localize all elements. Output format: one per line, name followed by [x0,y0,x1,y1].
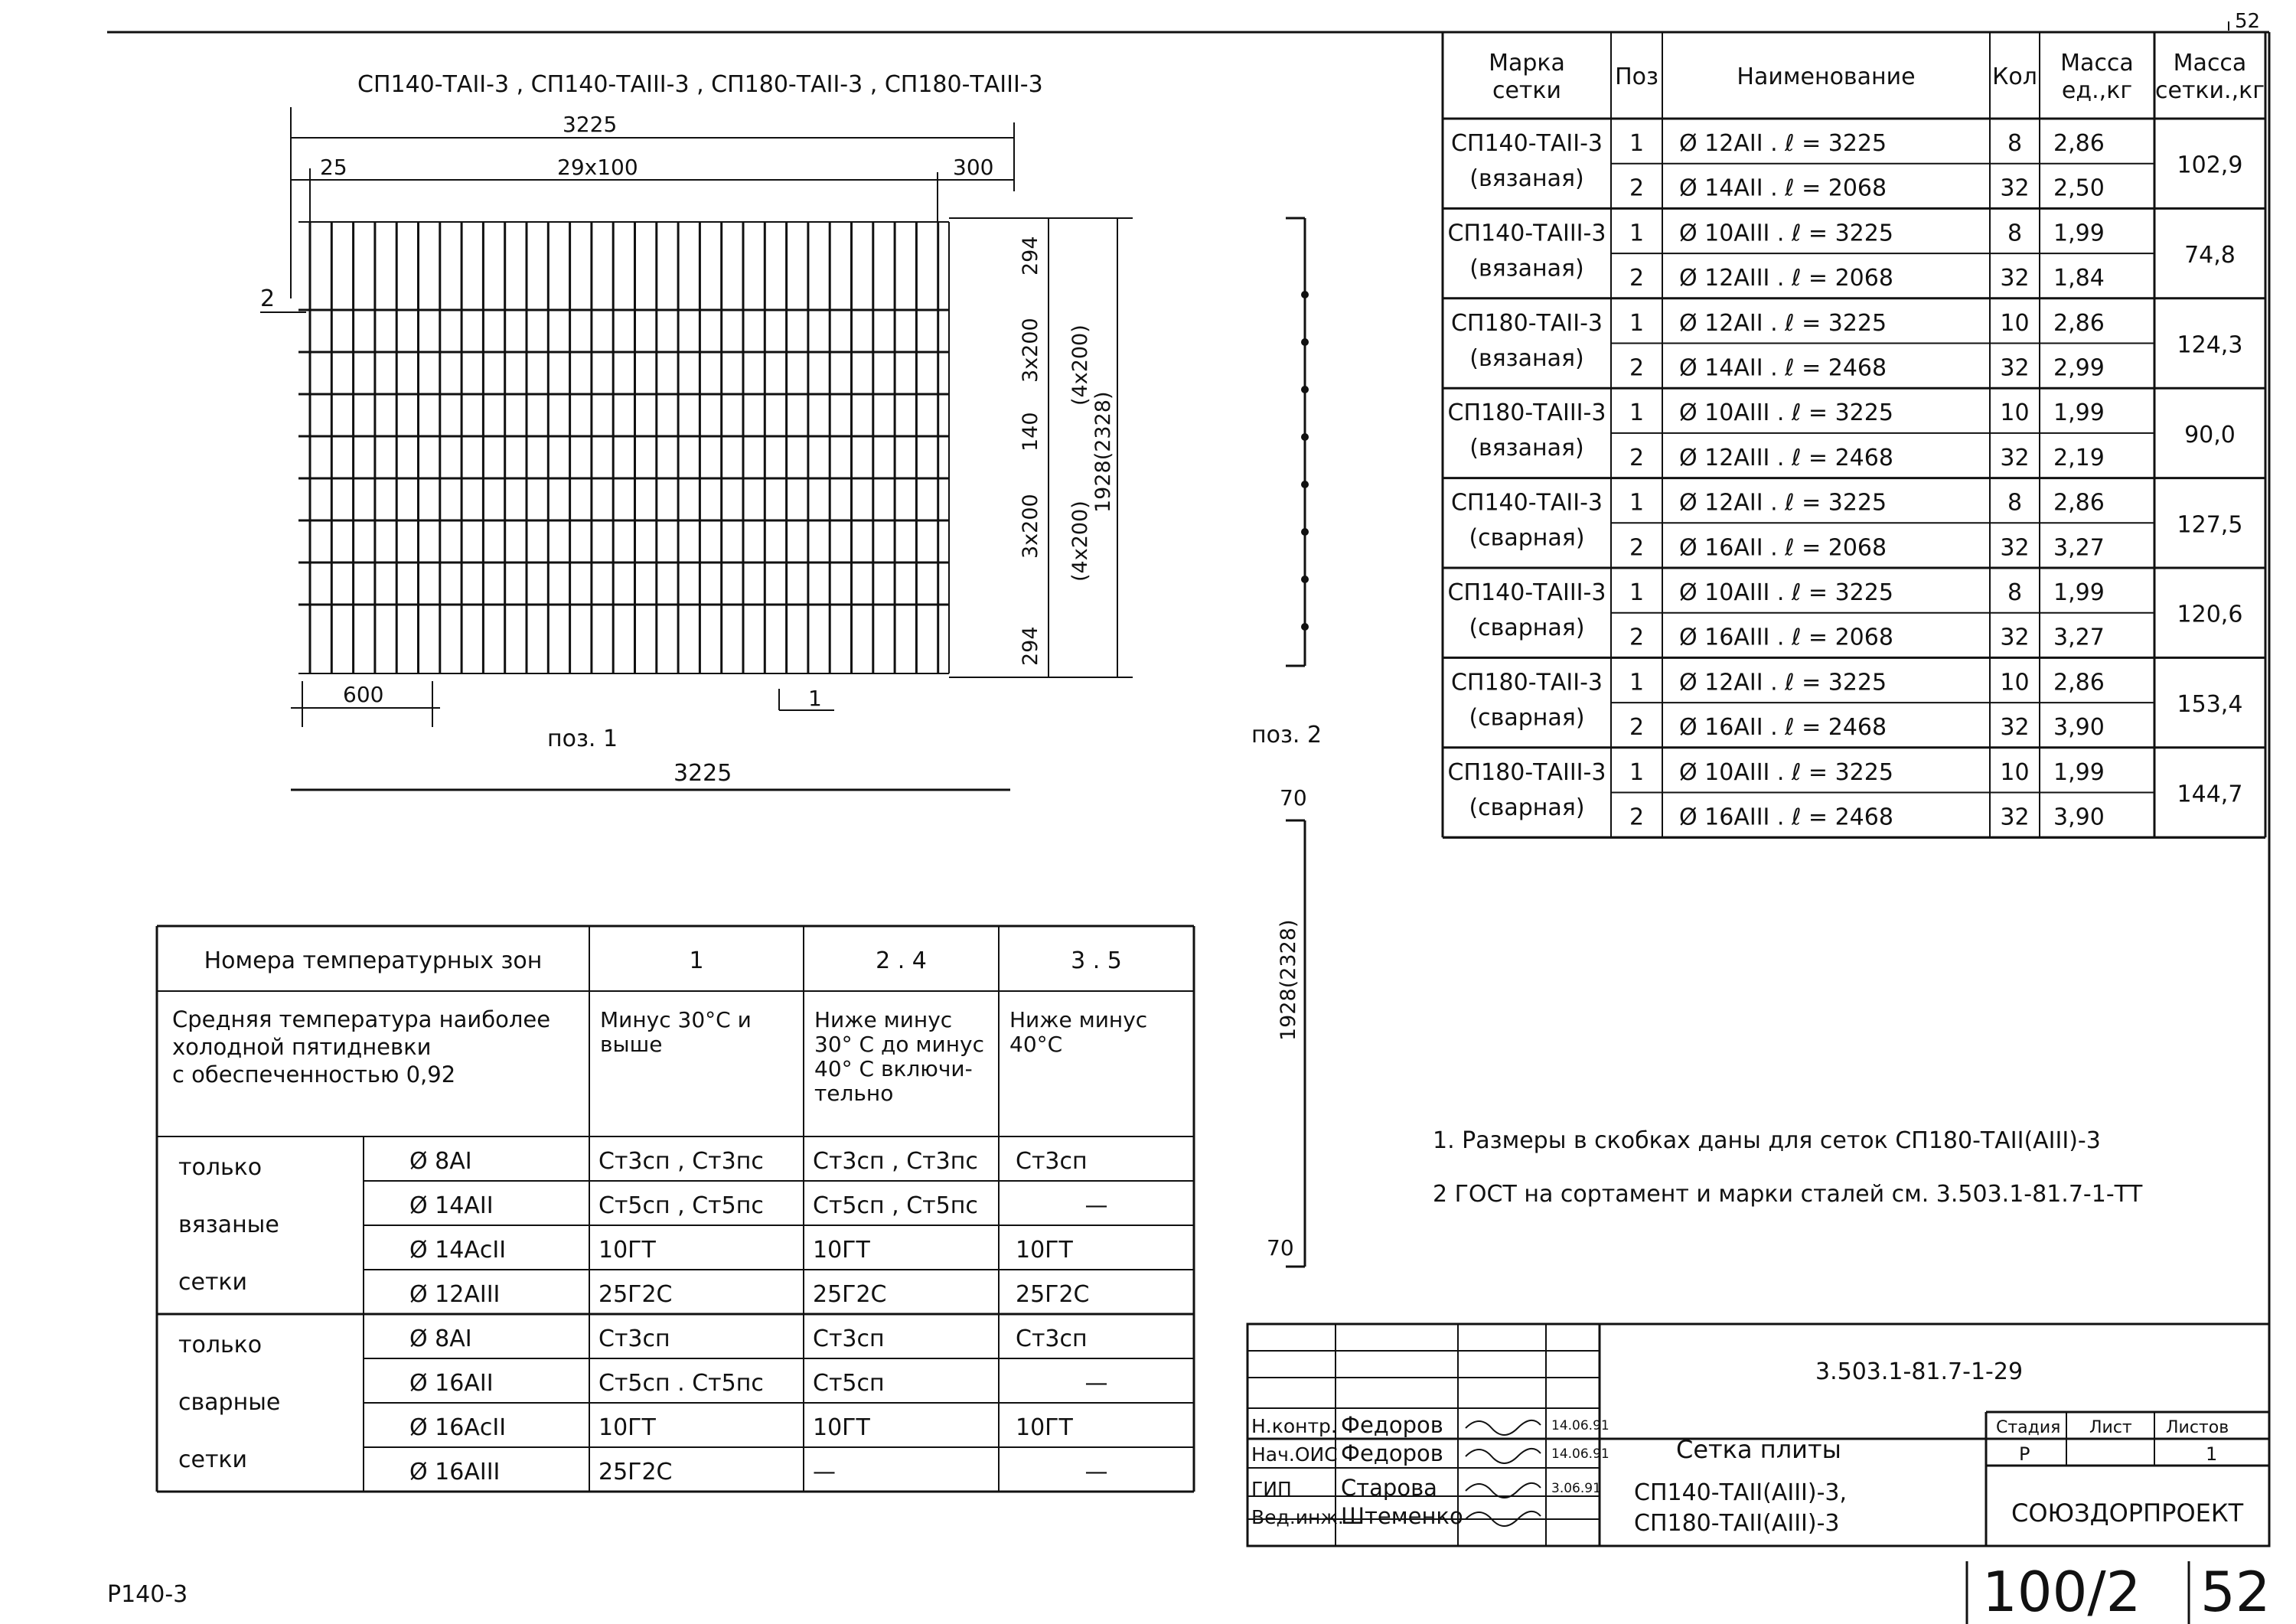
temp-z3: — [1084,1370,1108,1397]
spec-name: Ø 16АIII . ℓ = 2468 [1679,804,1893,831]
spec-pos: 2 [1629,265,1645,292]
doc-code: 3.503.1-81.7-1-29 [1815,1358,2024,1385]
spec-name: Ø 14АII . ℓ = 2468 [1679,354,1887,382]
spec-type: (вязаная) [1469,165,1584,192]
temp-bar: Ø 12АIII [409,1281,501,1308]
temp-z3: 10ГТ [1016,1414,1073,1441]
person-name: Штеменко [1341,1503,1463,1529]
spec-name: Ø 12АII . ℓ = 3225 [1679,130,1887,157]
temp-group-label: только [178,1154,263,1181]
spec-header: Марка [1489,50,1565,77]
temp-z2: Ст5сп , Ст5пс [813,1192,978,1219]
spec-pos: 1 [1629,669,1645,696]
bar-dot [1301,481,1309,488]
person-date: 14.06.91 [1551,1418,1609,1433]
spec-name: Ø 10АIII . ℓ = 3225 [1679,399,1893,427]
spec-pos: 1 [1629,399,1645,427]
v-dim-4x200-bottom: (4x200) [1068,501,1092,582]
spec-qty: 32 [2000,714,2030,742]
bar-dot [1301,576,1309,583]
bar-dot [1301,291,1309,298]
spec-pos: 1 [1629,489,1645,517]
marker-1: 1 [808,686,822,711]
temp-bar: Ø 8АI [409,1326,472,1352]
spec-mass: 2,99 [2053,354,2105,382]
spec-mass: 2,19 [2053,444,2105,471]
title-line-1: Сетка плиты [1676,1435,1841,1464]
temp-zone: 2 . 4 [876,947,927,974]
spec-mass: 3,90 [2053,714,2105,742]
spec-mass: 2,86 [2053,309,2105,337]
temp-z2: Ст3сп , Ст3пс [813,1148,978,1175]
spec-name: Ø 10АIII . ℓ = 3225 [1679,758,1893,786]
note-2: 2 ГОСТ на сортамент и марки сталей см. 3.503.1-81.7-1-ТТ [1433,1181,2143,1208]
spec-name: Ø 12АII . ℓ = 3225 [1679,669,1887,696]
temp-zone: 1 [689,947,704,974]
spec-pos: 1 [1629,579,1645,606]
note-1: 1. Размеры в скобках даны для сеток СП180-ТАII(АIII)-3 [1433,1127,2101,1154]
spec-mark: СП180-ТАII-3 [1450,309,1603,337]
person-date: 14.06.91 [1551,1446,1609,1462]
temp-zone-desc: Ниже минус [1009,1007,1148,1032]
spec-qty: 32 [2000,804,2030,831]
spec-qty: 10 [2000,669,2030,696]
temp-z3: Ст3сп [1016,1148,1088,1175]
temp-group-label: сварные [178,1389,281,1416]
spec-name: Ø 10АIII . ℓ = 3225 [1679,579,1893,606]
sheet-number-top: 52 [2235,10,2261,33]
spec-qty: 10 [2000,758,2030,786]
dim-spacing: 29x100 [557,155,638,180]
spec-qty: 32 [2000,624,2030,651]
temp-z3: Ст3сп [1016,1326,1088,1352]
temp-zone: 3 . 5 [1071,947,1122,974]
poz2-dim-mid: 1928(2328) [1277,919,1300,1041]
dim-600: 600 [343,682,384,707]
temp-z1: Ст5сп , Ст5пс [598,1192,764,1219]
spec-mass: 2,86 [2053,669,2105,696]
spec-mass: 3,27 [2053,624,2105,651]
spec-mark: СП140-ТАII-3 [1450,130,1603,157]
spec-pos: 2 [1629,534,1645,562]
spec-qty: 10 [2000,309,2030,337]
spec-pos: 1 [1629,758,1645,786]
temp-z2: Ст3сп [813,1326,885,1352]
spec-type: (вязаная) [1469,344,1584,372]
temp-zone-desc: тельно [814,1081,894,1106]
spec-name: Ø 10АIII . ℓ = 3225 [1679,220,1893,247]
spec-total: 120,6 [2177,601,2243,628]
spec-mark: СП140-ТАIII-3 [1447,579,1606,606]
bar-dot [1301,528,1309,536]
spec-header: Кол [1992,64,2037,90]
spec-mass: 2,86 [2053,130,2105,157]
temperature-table [157,926,1194,1492]
temp-bar: Ø 14АсII [409,1237,507,1264]
temp-z3: — [1084,1459,1108,1485]
temp-group-label: сетки [178,1446,248,1473]
temp-bar: Ø 16АсII [409,1414,507,1441]
spec-type: (вязаная) [1469,255,1584,282]
temp-z1: 25Г2С [598,1459,673,1485]
spec-mark: СП140-ТАIII-3 [1447,220,1606,247]
spec-mass: 3,90 [2053,804,2105,831]
person-name: Федоров [1341,1412,1443,1438]
spec-mark: СП140-ТАII-3 [1450,489,1603,517]
spec-pos: 2 [1629,624,1645,651]
v-dim-140: 140 [1019,412,1042,452]
spec-qty: 32 [2000,174,2030,202]
bar-dot [1301,433,1309,441]
temp-bar: Ø 14АII [409,1192,494,1219]
spec-pos: 2 [1629,444,1645,471]
temp-group-label: сетки [178,1269,248,1296]
temp-bar: Ø 16АII [409,1370,494,1397]
spec-qty: 8 [2007,579,2023,606]
spec-header: сетки [1492,77,1562,104]
temp-z2: — [813,1459,836,1485]
spec-qty: 8 [2007,220,2023,247]
temp-z3: — [1084,1192,1108,1219]
spec-mass: 1,84 [2053,265,2105,292]
title-line-2: СП140-ТАII(АIII)-3, [1634,1479,1848,1506]
spec-mark: СП180-ТАII-3 [1450,669,1603,696]
spec-type: (сварная) [1469,704,1585,732]
spec-pos: 2 [1629,354,1645,382]
spec-qty: 8 [2007,130,2023,157]
spec-header: Масса [2173,50,2247,77]
poz2-label: поз. 2 [1251,722,1322,748]
signature-mark [1466,1420,1541,1435]
spec-header: Поз [1615,64,1658,90]
spec-mass: 1,99 [2053,758,2105,786]
stage-value: Р [2019,1443,2030,1465]
spec-name: Ø 12АIII . ℓ = 2068 [1679,265,1893,292]
drawing-title: СП140-ТАII-3 , СП140-ТАIII-3 , СП180-ТАII-3 , СП180-ТАIII-3 [357,71,1043,98]
spec-qty: 32 [2000,265,2030,292]
spec-mass: 2,50 [2053,174,2105,202]
temp-desc: с обеспеченностью 0,92 [172,1061,456,1088]
person-role: ГИП [1251,1478,1292,1500]
spec-qty: 10 [2000,399,2030,427]
spec-total: 153,4 [2177,691,2243,719]
album-number: 100/2 [1982,1560,2141,1624]
stage-label: Стадия [1996,1418,2061,1437]
sheet-label: Лист [2089,1418,2132,1437]
spec-type: (сварная) [1469,524,1585,552]
temp-zone-desc: 40°С [1009,1032,1063,1057]
spec-name: Ø 14АII . ℓ = 2068 [1679,174,1887,202]
spec-mass: 1,99 [2053,399,2105,427]
dim-left: 25 [320,155,347,180]
mesh-drawing [260,71,1133,790]
person-role: Н.контр. [1251,1415,1337,1437]
person-name: Старова [1341,1475,1437,1501]
spec-header: Наименование [1737,64,1916,90]
poz2-dim-bottom: 70 [1267,1235,1294,1260]
spec-header: сетки.,кг [2155,77,2265,104]
spec-name: Ø 16АII . ℓ = 2468 [1679,714,1887,742]
spec-pos: 1 [1629,130,1645,157]
poz1-label: поз. 1 [547,726,618,752]
person-role: Вед.инж. [1251,1506,1344,1528]
v-dim-total: 1928(2328) [1091,391,1115,513]
spec-type: (сварная) [1469,615,1585,641]
temp-z1: Ст3сп , Ст3пс [598,1148,764,1175]
spec-qty: 8 [2007,489,2023,517]
v-dim-294-bottom: 294 [1019,626,1042,666]
temp-zone-desc: Минус 30°С и [600,1007,752,1032]
spec-pos: 1 [1629,220,1645,247]
spec-pos: 1 [1629,309,1645,337]
temp-desc: Средняя температура наиболее [172,1006,551,1032]
temp-desc: холодной пятидневки [172,1034,432,1060]
spec-total: 144,7 [2177,781,2243,808]
temp-z2: 10ГТ [813,1237,870,1264]
notes [1433,1127,2143,1208]
temp-zone-desc: Ниже минус [814,1007,953,1032]
spec-mark: СП180-ТАIII-3 [1447,758,1606,786]
spec-qty: 32 [2000,354,2030,382]
signature-mark [1466,1449,1541,1463]
temp-z3: 10ГТ [1016,1237,1073,1264]
spec-name: Ø 12АIII . ℓ = 2468 [1679,444,1893,471]
poz1-dim: 3225 [673,760,732,787]
spec-total: 90,0 [2184,421,2236,448]
sheets-value: 1 [2206,1443,2218,1465]
spec-mass: 2,86 [2053,489,2105,517]
dim-right: 300 [953,155,994,180]
temp-z1: Ст3сп [598,1326,670,1352]
spec-header: Масса [2060,50,2134,77]
v-dim-294-top: 294 [1019,236,1042,276]
bar-dot [1301,623,1309,631]
temp-z1: 25Г2С [598,1281,673,1308]
spec-name: Ø 12АII . ℓ = 3225 [1679,309,1887,337]
temp-z1: 10ГТ [598,1414,656,1441]
spec-name: Ø 16АIII . ℓ = 2068 [1679,624,1893,651]
spec-name: Ø 12АII . ℓ = 3225 [1679,489,1887,517]
spec-qty: 32 [2000,534,2030,562]
page-number: 52 [2200,1560,2271,1624]
temp-bar: Ø 8АI [409,1148,472,1175]
person-role: Нач.ОИС [1251,1443,1338,1466]
spec-pos: 2 [1629,804,1645,831]
temp-zone-desc: выше [600,1032,663,1057]
v-dim-3x200-top: 3x200 [1019,318,1042,383]
sheets-label: Листов [2166,1418,2229,1437]
person-date: 3.06.91 [1551,1481,1601,1496]
temp-z2: 10ГТ [813,1414,870,1441]
spec-mass: 1,99 [2053,220,2105,247]
temp-z2: Ст5сп [813,1370,885,1397]
spec-pos: 2 [1629,714,1645,742]
spec-mass: 1,99 [2053,579,2105,606]
dim-total: 3225 [563,112,618,137]
title-block [1247,1324,2269,1546]
person-name: Федоров [1341,1440,1443,1466]
v-dim-3x200-bottom: 3x200 [1019,494,1042,559]
signatures [1251,1412,1609,1529]
marker-2: 2 [260,285,276,312]
temp-group-label: вязаные [178,1211,279,1238]
temp-z1: Ст5сп . Ст5пс [598,1370,764,1397]
spec-total: 102,9 [2177,152,2243,179]
temp-z2: 25Г2С [813,1281,887,1308]
spec-name: Ø 16АII . ℓ = 2068 [1679,534,1887,562]
spec-pos: 2 [1629,174,1645,202]
spec-mass: 3,27 [2053,534,2105,562]
spec-total: 74,8 [2184,242,2236,269]
spec-mark: СП180-ТАIII-3 [1447,399,1606,427]
spec-total: 127,5 [2177,511,2243,539]
temp-group-label: только [178,1332,263,1358]
poz2-dim-top: 70 [1280,785,1307,810]
specification-table [1443,32,2265,837]
org-name: СОЮЗДОРПРОЕКТ [2011,1498,2244,1528]
temp-header-label: Номера температурных зон [204,947,543,974]
temp-bar: Ø 16АIII [409,1459,501,1485]
temp-z3: 25Г2С [1016,1281,1090,1308]
spec-header: ед.,кг [2061,77,2133,104]
footer-left: Р140-3 [107,1581,188,1608]
v-dim-4x200-top: (4x200) [1068,324,1092,406]
temp-zone-desc: 30° С до минус [814,1032,984,1057]
spec-type: (вязаная) [1469,435,1584,462]
spec-total: 124,3 [2177,331,2243,359]
temp-zone-desc: 40° С включи- [814,1056,973,1081]
spec-qty: 32 [2000,444,2030,471]
temp-z1: 10ГТ [598,1237,656,1264]
poz2-drawing [1251,218,1322,1267]
spec-type: (сварная) [1469,794,1585,821]
bar-dot [1301,386,1309,393]
bar-dot [1301,338,1309,346]
title-line-3: СП180-ТАII(АIII)-3 [1634,1510,1840,1537]
